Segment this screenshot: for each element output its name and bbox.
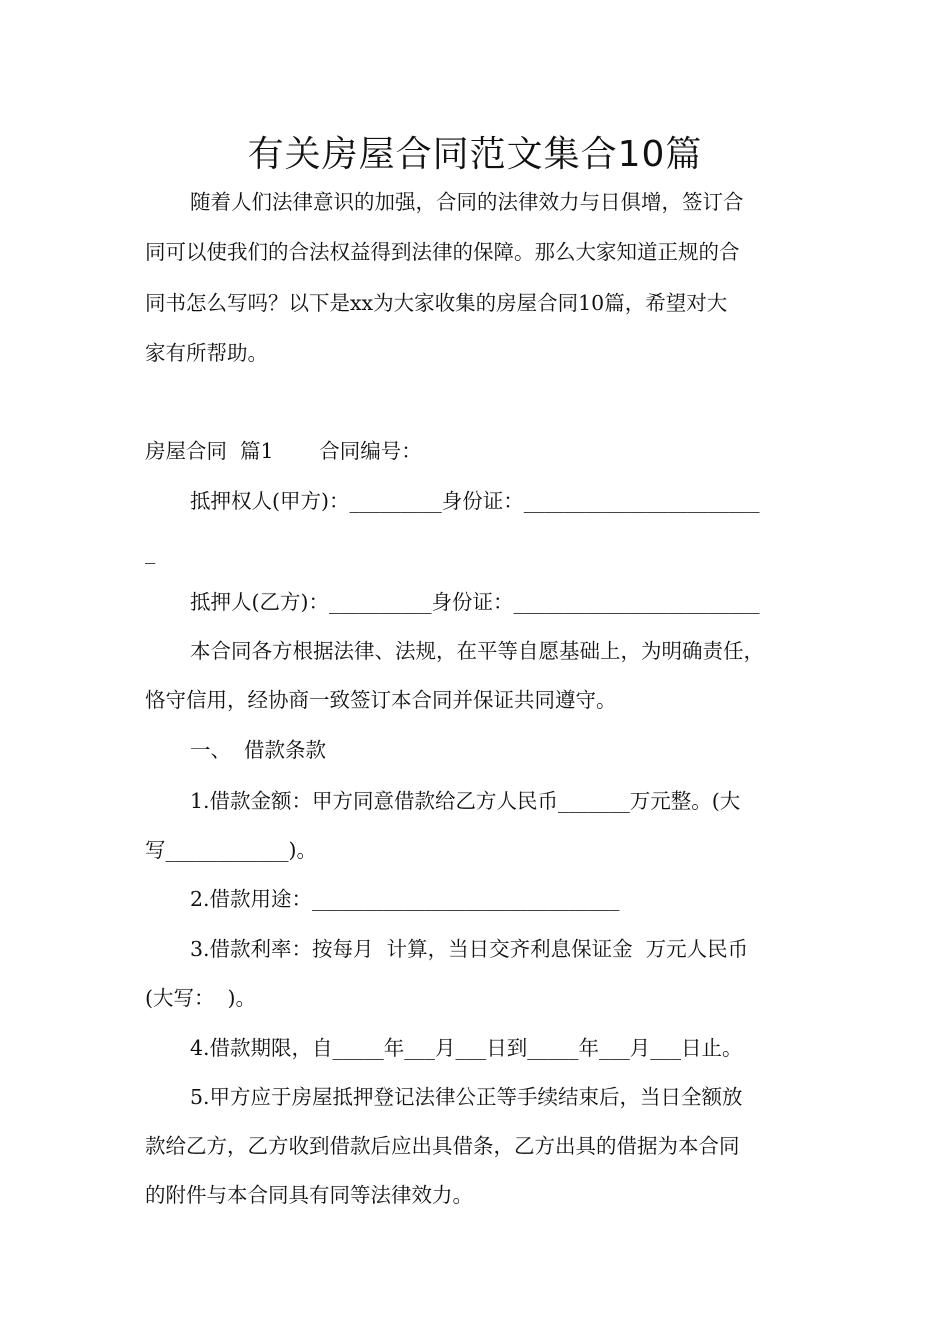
- document-title: 有关房屋合同范文集合10篇: [247, 134, 703, 175]
- clause-item: 5.甲方应于房屋抵押登记法律公正等手续结束后，当日全额放: [190, 1085, 743, 1109]
- intro-line: 家有所帮助。: [145, 341, 268, 365]
- clause-item: 2.借款用途：______________________________: [190, 887, 620, 911]
- clause-item: 款给乙方，乙方收到借款后应出具借条，乙方出具的借据为本合同: [145, 1134, 740, 1158]
- mortgagor-line: 抵押人(乙方)：__________身份证：________________________: [190, 590, 760, 614]
- intro-line: 同可以使我们的合法权益得到法律的保障。那么大家知道正规的合: [145, 240, 740, 264]
- clause-item: (大写： )。: [145, 986, 257, 1010]
- clause-item: 4.借款期限，自_____年___月___日到_____年___月___日止。: [190, 1036, 743, 1060]
- preamble-line: 本合同各方根据法律、法规，在平等自愿基础上，为明确责任，: [190, 639, 764, 663]
- intro-line: 同书怎么写吗？以下是xx为大家收集的房屋合同10篇，希望对大: [145, 291, 728, 315]
- clause-item: 的附件与本合同具有同等法律效力。: [145, 1183, 473, 1207]
- clause-item: 1.借款金额：甲方同意借款给乙方人民币_______万元整。(大: [190, 789, 741, 813]
- clause-item: 3.借款利率：按每月 计算，当日交齐利息保证金 万元人民币: [190, 937, 749, 961]
- mortgagee-line: 抵押权人(甲方)：_________身份证：_______________________: [190, 489, 760, 513]
- section-header: 房屋合同 篇1 合同编号：: [145, 439, 422, 463]
- clause-item: 写____________)。: [145, 838, 317, 862]
- clause-heading: 一、 借款条款: [190, 738, 327, 762]
- mortgagee-continuation: _: [145, 540, 156, 564]
- preamble-line: 恪守信用，经协商一致签订本合同并保证共同遵守。: [145, 688, 617, 712]
- intro-line: 随着人们法律意识的加强，合同的法律效力与日俱增，签订合: [190, 190, 744, 214]
